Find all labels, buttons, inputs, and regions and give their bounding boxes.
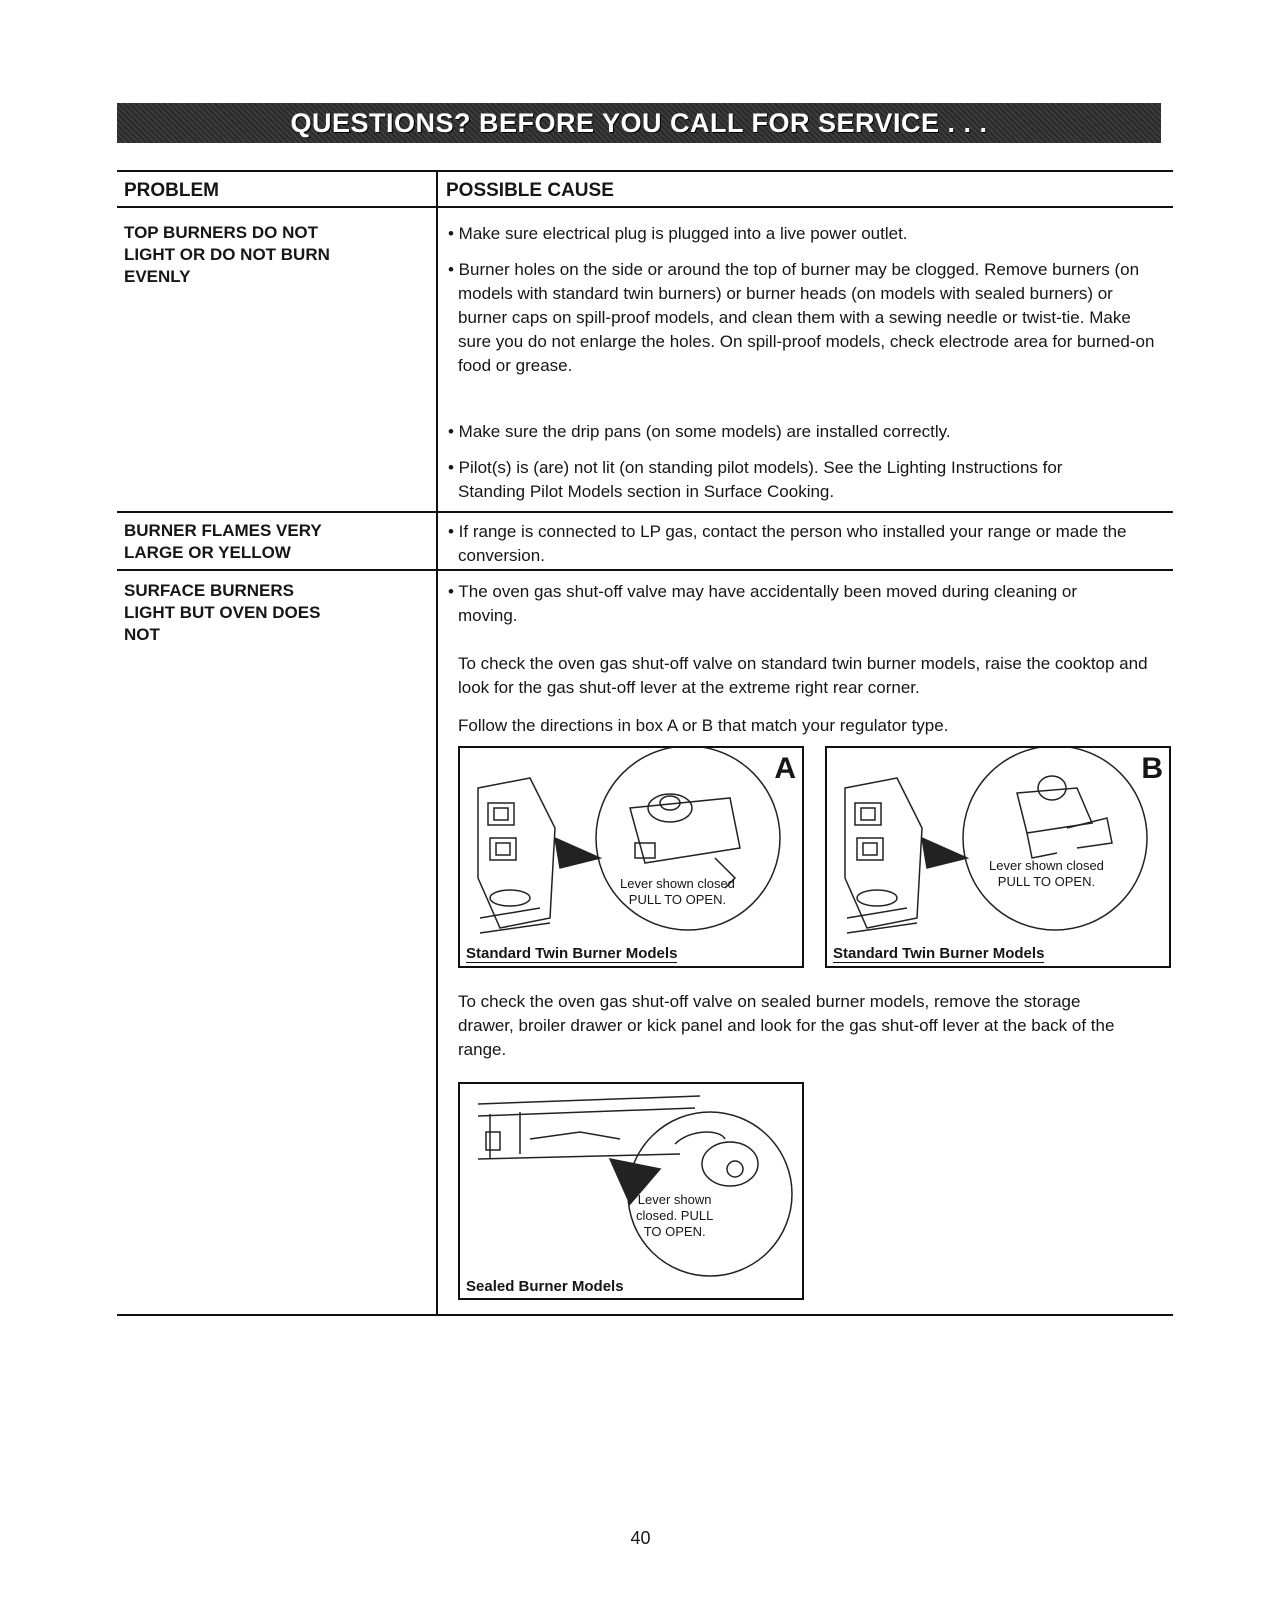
- figure-b-lever-note: [989, 858, 1104, 890]
- lever-note-line: TO OPEN.: [643, 1224, 706, 1239]
- cause-pilot-lit: • Pilot(s) is (are) not lit (on standing pilot models). See the Lighting Instructions for Standing Pilot Models section in Surface Cooking.: [448, 458, 1063, 501]
- figure-a-caption: Standard Twin Burner Models: [466, 945, 678, 962]
- figure-a-lever-note: [620, 876, 735, 908]
- table-top-rule: [117, 170, 1173, 172]
- cause-lp-gas: • If range is connected to LP gas, contact the person who installed your range or made the conversion.: [448, 522, 1127, 565]
- lever-note-line: closed. PULL: [636, 1208, 714, 1223]
- problem-oven-not-lighting: SURFACE BURNERS LIGHT BUT OVEN DOES NOT: [124, 581, 321, 644]
- problem-top-burners: TOP BURNERS DO NOT LIGHT OR DO NOT BURN EVENLY: [124, 223, 330, 286]
- lever-note-line: Lever shown closed: [620, 876, 735, 891]
- lever-note-line: Lever shown closed: [989, 858, 1104, 873]
- figure-box-b: [825, 746, 1171, 968]
- header-possible-cause: POSSIBLE CAUSE: [446, 180, 614, 201]
- figure-box-a: [458, 746, 804, 968]
- figure-sealed-lever-note: [636, 1192, 713, 1240]
- figure-b-caption: Standard Twin Burner Models: [833, 945, 1045, 962]
- figure-box-sealed: [458, 1082, 804, 1300]
- header-bottom-rule: [117, 206, 1173, 208]
- row2-bottom-rule: [117, 569, 1173, 571]
- instruction-box-a-or-b: Follow the directions in box A or B that match your regulator type.: [458, 716, 949, 735]
- regulator-b-illustration: [827, 748, 1169, 966]
- lever-note-line: Lever shown: [637, 1192, 712, 1207]
- lever-note-line: PULL TO OPEN.: [997, 874, 1096, 889]
- section-banner: [117, 103, 1161, 143]
- figure-a-letter: A: [774, 752, 796, 785]
- row1-bottom-rule: [117, 511, 1173, 513]
- problem-burner-flames: BURNER FLAMES VERY LARGE OR YELLOW: [124, 521, 322, 562]
- cause-burner-holes: • Burner holes on the side or around the top of burner may be clogged. Remove burners (on models with standard twin burners) or burner heads (on models with sealed burners) or burner caps on spill-proof models, and clean them with a sewing needle or twist-tie. Make sure you do not enlarge the holes. On spill-proof models, check electrode area for burned-on food or grease.: [448, 260, 1155, 375]
- sealed-burner-illustration: [460, 1084, 802, 1298]
- header-problem: PROBLEM: [124, 180, 219, 201]
- lever-note-line: PULL TO OPEN.: [628, 892, 727, 907]
- cause-shutoff-valve: • The oven gas shut-off valve may have accidentally been moved during cleaning or moving.: [448, 582, 1078, 625]
- instruction-sealed-burner: To check the oven gas shut-off valve on sealed burner models, remove the storage drawer, broiler drawer or kick panel and look for the gas shut-off lever at the back of the range.: [458, 992, 1115, 1059]
- cause-drip-pans: • Make sure the drip pans (on some models) are installed correctly.: [448, 422, 951, 441]
- column-divider: [436, 170, 438, 1316]
- figure-b-letter: B: [1141, 752, 1163, 785]
- figure-sealed-caption: Sealed Burner Models: [466, 1278, 624, 1295]
- table-bottom-rule: [117, 1314, 1173, 1316]
- regulator-a-illustration: [460, 748, 802, 966]
- instruction-twin-burner: To check the oven gas shut-off valve on standard twin burner models, raise the cooktop and look for the gas shut-off lever at the extreme right rear corner.: [458, 654, 1148, 697]
- banner-title: QUESTIONS? BEFORE YOU CALL FOR SERVICE . . .: [290, 107, 988, 138]
- cause-electrical-plug: • Make sure electrical plug is plugged into a live power outlet.: [448, 224, 908, 243]
- page-number: 40: [630, 1528, 651, 1548]
